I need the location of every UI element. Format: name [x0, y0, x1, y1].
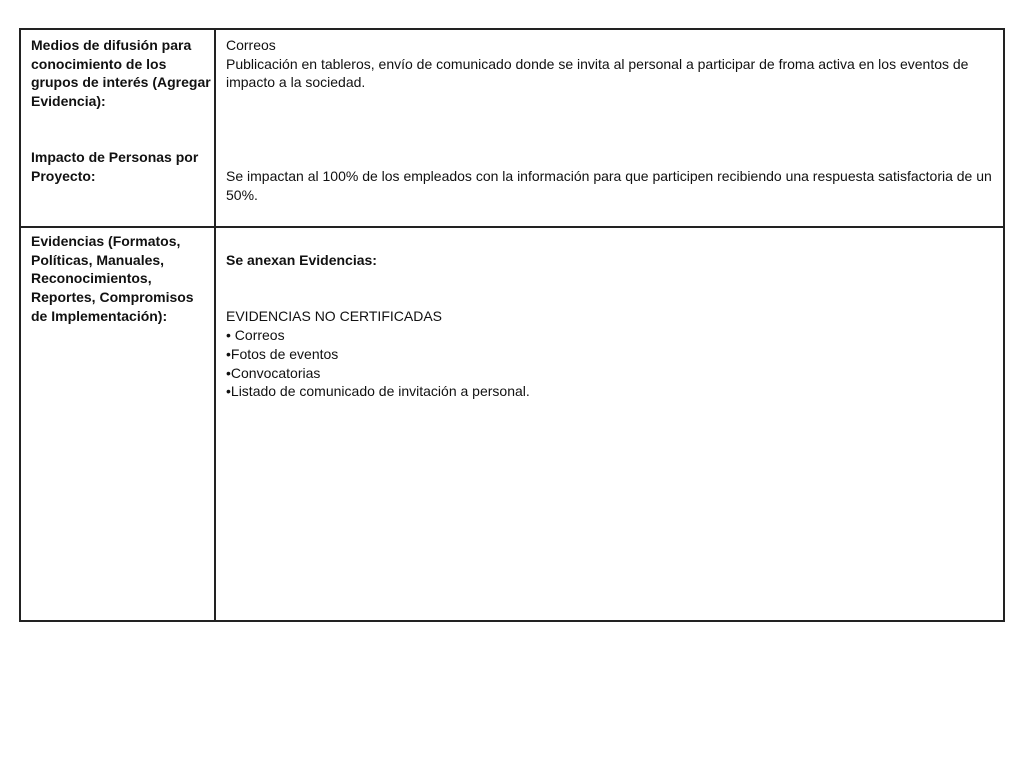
- list-item: •Fotos de eventos: [226, 346, 339, 362]
- list-item: •Listado de comunicado de invitación a personal.: [226, 383, 530, 399]
- list-item: •Convocatorias: [226, 365, 321, 381]
- table-row-evidencias: [21, 228, 1003, 620]
- label-cell-evidencias: [21, 228, 216, 620]
- label-medios-difusion: Medios de difusión para conocimiento de los grupos de interés (Agregar Evidencia):: [31, 37, 211, 110]
- content-cell-evidencias: [216, 228, 1003, 620]
- medios-title: Correos: [226, 37, 276, 53]
- evidence-table: [19, 28, 1005, 622]
- label-cell-medios: [21, 30, 216, 226]
- label-evidencias: Evidencias (Formatos, Políticas, Manuales, Reconocimientos, Reportes, Compromisos de Implementación):: [31, 233, 194, 324]
- label-impacto-personas: Impacto de Personas por Proyecto:: [31, 149, 199, 184]
- list-item: • Correos: [226, 327, 285, 343]
- anexan-heading: Se anexan Evidencias:: [226, 252, 377, 268]
- medios-description: Publicación en tableros, envío de comunicado donde se invita al personal a participar de froma activa en los eventos de impacto a la sociedad.: [226, 55, 969, 91]
- impacto-description: Se impactan al 100% de los empleados con la información para que participen recibiendo una respuesta satisfactoria de un 50%.: [226, 168, 992, 203]
- no-certificadas-heading: EVIDENCIAS NO CERTIFICADAS: [226, 308, 443, 324]
- content-cell-medios: [216, 30, 1003, 226]
- table-row-medios: [21, 30, 1003, 228]
